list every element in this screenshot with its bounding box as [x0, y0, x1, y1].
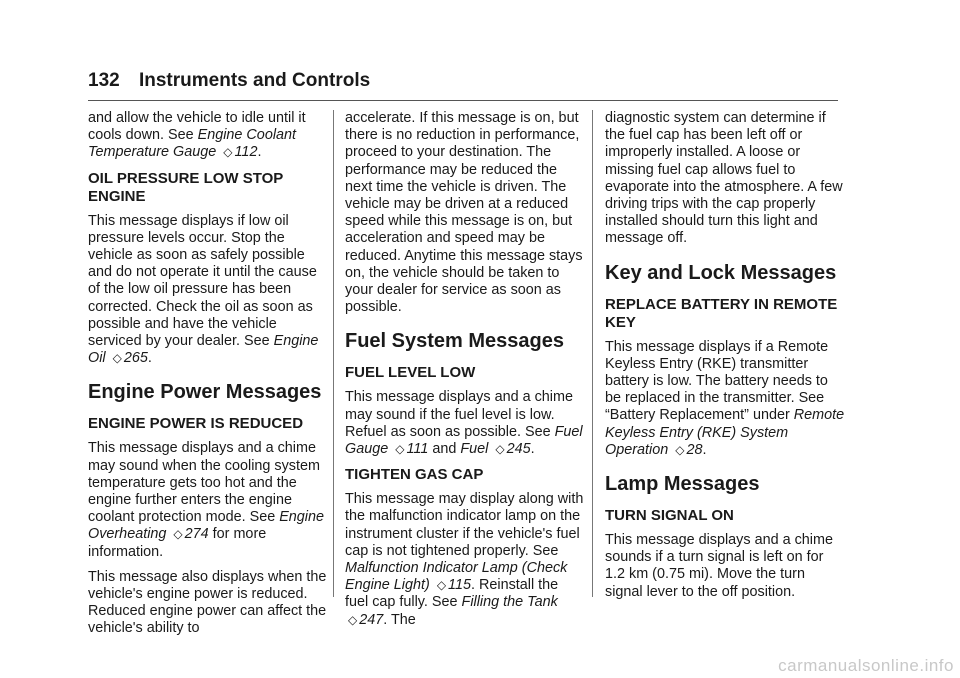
paragraph-fuel-level-low: This message displays and a chime may sound if the fuel level is low. Refuel as soon as possible. See Fuel Gauge ◇ 111 and Fuel ◇ 245.	[345, 389, 583, 458]
heading-engine-power-messages: Engine Power Messages	[88, 381, 322, 404]
heading-engine-power-reduced: ENGINE POWER IS REDUCED	[88, 415, 304, 433]
heading-lamp-messages: Lamp Messages	[605, 473, 760, 496]
header-rule	[88, 100, 838, 101]
ref-engine-coolant-gauge[interactable]: Engine Coolant Temperature Gauge	[88, 127, 297, 161]
page-ref-265[interactable]: 265	[123, 350, 148, 367]
column-divider-2	[592, 110, 593, 597]
heading-key-lock-messages: Key and Lock Messages	[605, 261, 837, 284]
watermark: carmanualsonline.info	[778, 656, 954, 675]
page-ref-274[interactable]: 274	[184, 526, 209, 543]
paragraph-text: This message displays if low oil pressure levels occur. Stop the vehicle as soon as safely possible and do not operate it until the cause of the low oil pressure has been corrected. Check the oil as soon as possible and have the vehicle serviced by your dealer. See	[88, 212, 317, 350]
page-header	[88, 70, 838, 92]
page-ref-icon: ◇	[675, 442, 685, 457]
paragraph-text: for more information.	[88, 526, 267, 560]
column-divider-1	[333, 110, 334, 597]
heading-fuel-level-low: FUEL LEVEL LOW	[345, 364, 476, 382]
paragraph-turn-signal: This message displays and a chime sounds if a turn signal is left on for 1.2 km (0.75 mi). Move the turn signal lever to the off position.	[605, 532, 833, 600]
page-ref-icon: ◇	[348, 612, 358, 627]
paragraph-text: Reinstall the fuel cap fully. See	[345, 577, 559, 611]
page-ref-icon: ◇	[436, 578, 447, 593]
page-ref-icon: ◇	[395, 442, 405, 457]
heading-tighten-gas-cap: TIGHTEN GAS CAP	[345, 466, 484, 484]
ref-engine-oil[interactable]: Engine Oil	[88, 333, 319, 367]
paragraph-text: This message displays if a Remote Keyless Entry (RKE) transmitter battery is low. The battery needs to be replaced in the transmitter. See “Battery Replacement” under	[605, 338, 829, 424]
page-ref-icon: ◇	[112, 351, 122, 366]
paragraph-engine-power-1	[88, 440, 328, 560]
ref-rke-system-operation[interactable]: Remote Keyless Entry (RKE) System Operation	[605, 407, 845, 458]
paragraph-oil-pressure: This message displays if low oil pressure levels occur. Stop the vehicle as soon as safely possible and do not operate it until the cause of the low oil pressure has been corrected. Check the oil as soon as possible and have the vehicle serviced by your dealer. See Engine Oil ◇ 265.	[88, 212, 319, 367]
page-ref-icon: ◇	[495, 442, 505, 457]
page-number: 132	[88, 70, 120, 91]
page-ref-icon: ◇	[223, 145, 233, 160]
paragraph-tighten-gas-cap: This message may display along with the malfunction indicator lamp on the instrument cluster if the vehicle's fuel cap is not tightened properly. See Malfunction Indicator Lamp (Check Engine Light) ◇ 115. Reinstall the fuel cap fully. See Filling the Tank ◇ 247. The	[345, 491, 584, 628]
ref-engine-overheating[interactable]: Engine Overheating	[88, 509, 325, 543]
column-1	[88, 110, 328, 646]
paragraph-diagnostic: diagnostic system can determine if the fuel cap has been left off or improperly installed. A loose or missing fuel cap allows fuel to evaporate into the atmosphere. A few driving trips with the cap properly installed should turn this light and message off.	[605, 110, 843, 247]
column-2	[345, 110, 585, 637]
ref-fuel-gauge[interactable]: Fuel Gauge	[345, 423, 583, 458]
paragraph-accelerate: accelerate. If this message is on, but there is no reduction in performance, proceed to your destination. The performance may be reduced the next time the vehicle is driven. The vehicle may be driven at a reduced speed while this message is on, but acceleration and speed may be reduced. Anytime this message stays on, the vehicle should be taken to your dealer for service as soon as possible.	[345, 110, 583, 316]
heading-turn-signal-on: TURN SIGNAL ON	[605, 507, 734, 525]
ref-filling-the-tank[interactable]: Filling the Tank	[461, 594, 558, 611]
page-ref-115[interactable]: 115	[448, 577, 471, 594]
page-ref-247[interactable]: 247	[359, 611, 384, 628]
paragraph-text: This message may display along with the malfunction indicator lamp on the instrument cluster if the vehicle's fuel cap is not tightened properly. See	[345, 491, 584, 559]
ref-malfunction-indicator-lamp[interactable]: Malfunction Indicator Lamp (Check Engine Light)	[345, 560, 568, 594]
paragraph-text: and	[432, 441, 457, 458]
page-ref-112[interactable]: 112	[234, 144, 258, 161]
section-title: Instruments and Controls	[138, 70, 371, 91]
paragraph-text: This message displays and a chime may sound when the cooling system temperature gets too hot and the engine further enters the engine coolant protection mode. See	[88, 440, 320, 526]
column-3	[605, 110, 845, 609]
page-ref-245[interactable]: 245	[506, 441, 531, 458]
page-ref-28[interactable]: 28	[686, 441, 703, 458]
ref-fuel[interactable]: Fuel	[460, 441, 489, 458]
page-ref-111[interactable]: 111	[406, 441, 429, 458]
paragraph-text: and allow the vehicle to idle until it cools down. See	[88, 110, 306, 144]
heading-replace-battery: REPLACE BATTERY IN REMOTE KEY	[605, 295, 838, 331]
heading-fuel-system-messages: Fuel System Messages	[345, 330, 564, 353]
paragraph-replace-battery: This message displays if a Remote Keyless Entry (RKE) transmitter battery is low. The battery needs to be replaced in the transmitter. See “Battery Replacement” under Remote Keyless Entry (RKE) System Operation ◇ 28.	[605, 338, 845, 458]
paragraph-engine-power-2: This message also displays when the vehicle's engine power is reduced. Reduced engine power can affect the vehicle's ability to	[88, 568, 327, 637]
paragraph-text: This message displays and a chime may sound if the fuel level is low. Refuel as soon as possible. See	[345, 389, 573, 440]
paragraph-text: The	[391, 611, 416, 628]
paragraph-coolant: and allow the vehicle to idle until it cools down. See Engine Coolant Temperature Gauge ◇ 112.	[88, 110, 306, 161]
heading-oil-pressure: OIL PRESSURE LOW STOP ENGINE	[88, 169, 284, 205]
page-ref-icon: ◇	[173, 527, 183, 542]
